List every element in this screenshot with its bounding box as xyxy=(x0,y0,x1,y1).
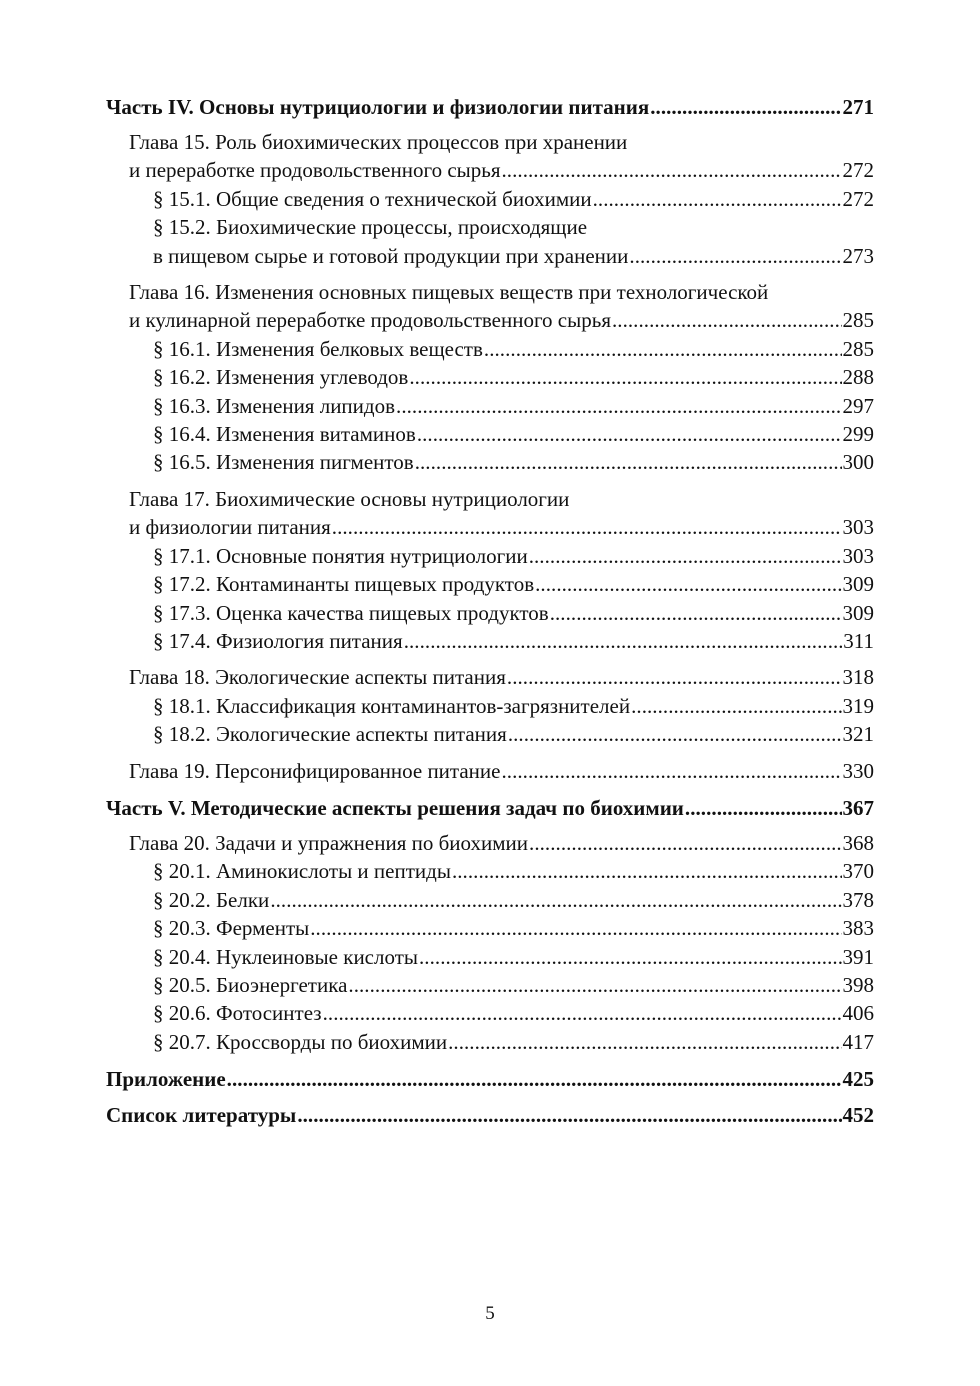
toc-appendix[interactable] xyxy=(106,1064,874,1094)
toc-title-line2: и переработке продовольственного сырья xyxy=(129,158,501,183)
dot-leader xyxy=(452,857,842,885)
toc-section-20-7[interactable] xyxy=(106,1028,874,1056)
toc-chapter-20[interactable] xyxy=(106,829,874,857)
toc-section-16-3[interactable] xyxy=(106,392,874,420)
toc-page: 321 xyxy=(842,722,874,747)
toc-section-20-4[interactable] xyxy=(106,943,874,971)
table-of-contents xyxy=(106,92,874,1130)
toc-title-line2: и кулинарной переработке продовольственного сырья xyxy=(129,308,611,333)
toc-section-20-5[interactable] xyxy=(106,971,874,999)
dot-leader xyxy=(685,793,842,823)
dot-leader xyxy=(501,757,841,785)
toc-chapter-17[interactable] xyxy=(106,485,874,542)
dot-leader xyxy=(409,363,841,391)
dot-leader xyxy=(297,1100,841,1130)
toc-page: 330 xyxy=(842,758,874,783)
toc-chapter-19[interactable] xyxy=(106,757,874,785)
dot-leader xyxy=(332,513,842,541)
toc-title: Часть V. Методические аспекты решения задач по биохимии xyxy=(106,795,684,820)
dot-leader xyxy=(631,692,841,720)
toc-section-16-1[interactable] xyxy=(106,335,874,363)
toc-page: 383 xyxy=(842,916,874,941)
toc-title: § 20.2. Белки xyxy=(153,887,270,912)
dot-leader xyxy=(270,886,841,914)
toc-title: § 16.1. Изменения белковых веществ xyxy=(153,336,483,361)
toc-title: § 20.4. Нуклеиновые кислоты xyxy=(153,944,418,969)
dot-leader xyxy=(396,392,841,420)
toc-page: 271 xyxy=(842,95,874,119)
toc-section-17-1[interactable] xyxy=(106,542,874,570)
dot-leader xyxy=(415,448,842,476)
dot-leader xyxy=(593,185,842,213)
toc-title-line2: и физиологии питания xyxy=(129,515,331,540)
dot-leader xyxy=(404,627,843,655)
dot-leader xyxy=(550,599,842,627)
toc-title: Приложение xyxy=(106,1067,226,1092)
toc-page: 299 xyxy=(842,422,874,447)
toc-section-18-1[interactable] xyxy=(106,692,874,720)
toc-title-line1: Глава 17. Биохимические основы нутрициологии xyxy=(129,486,570,511)
toc-title: § 16.2. Изменения углеводов xyxy=(153,365,409,390)
toc-page: 368 xyxy=(842,830,874,855)
toc-title: § 18.1. Классификация контаминантов-загрязнителей xyxy=(153,693,631,718)
toc-page: 272 xyxy=(842,186,874,211)
toc-page: 273 xyxy=(842,243,874,268)
toc-title-line1: Глава 15. Роль биохимических процессов при хранении xyxy=(129,130,628,154)
toc-references[interactable] xyxy=(106,1100,874,1130)
toc-chapter-18[interactable] xyxy=(106,663,874,691)
toc-section-20-1[interactable] xyxy=(106,857,874,885)
toc-page: 285 xyxy=(842,308,874,333)
toc-title: § 16.3. Изменения липидов xyxy=(153,393,396,418)
toc-section-15-2[interactable] xyxy=(106,213,874,270)
dot-leader xyxy=(419,943,842,971)
toc-title: § 20.1. Аминокислоты и пептиды xyxy=(153,859,451,884)
toc-page: 303 xyxy=(842,543,874,568)
toc-title: § 17.1. Основные понятия нутрициологии xyxy=(153,543,528,568)
toc-title: Часть IV. Основы нутрициологии и физиологии питания xyxy=(106,95,650,119)
toc-title: § 17.3. Оценка качества пищевых продуктов xyxy=(153,600,549,625)
dot-leader xyxy=(227,1064,842,1094)
toc-title: § 17.4. Физиология питания xyxy=(153,628,403,653)
toc-title: § 15.1. Общие сведения о технической биохимии xyxy=(153,186,592,211)
toc-title: Глава 18. Экологические аспекты питания xyxy=(129,665,506,690)
toc-page: 318 xyxy=(842,665,874,690)
toc-page: 311 xyxy=(843,628,874,653)
dot-leader xyxy=(629,242,841,270)
dot-leader xyxy=(507,663,842,691)
dot-leader xyxy=(417,420,842,448)
toc-title-line1: Глава 16. Изменения основных пищевых веществ при технологической xyxy=(129,280,769,305)
toc-page: 391 xyxy=(842,944,874,969)
toc-page: 370 xyxy=(842,859,874,884)
toc-page: 398 xyxy=(842,972,874,997)
toc-section-18-2[interactable] xyxy=(106,720,874,748)
toc-page: 309 xyxy=(842,600,874,625)
dot-leader xyxy=(529,542,842,570)
toc-page: 425 xyxy=(842,1067,874,1092)
toc-section-16-4[interactable] xyxy=(106,420,874,448)
toc-chapter-15[interactable] xyxy=(106,128,874,185)
toc-section-20-2[interactable] xyxy=(106,886,874,914)
toc-title-line1: § 15.2. Биохимические процессы, происходящие xyxy=(153,215,588,240)
toc-section-17-2[interactable] xyxy=(106,570,874,598)
toc-title: § 17.2. Контаминанты пищевых продуктов xyxy=(153,572,535,597)
dot-leader xyxy=(448,1028,841,1056)
toc-title: § 18.2. Экологические аспекты питания xyxy=(153,722,507,747)
dot-leader xyxy=(612,306,842,334)
toc-page: 378 xyxy=(842,887,874,912)
toc-page: 272 xyxy=(842,158,874,183)
toc-title: § 16.5. Изменения пигментов xyxy=(153,450,414,475)
toc-page: 300 xyxy=(842,450,874,475)
toc-page: 297 xyxy=(842,393,874,418)
toc-title: § 20.5. Биоэнергетика xyxy=(153,972,348,997)
toc-section-16-5[interactable] xyxy=(106,448,874,476)
toc-title: Список литературы xyxy=(106,1103,297,1128)
toc-section-20-3[interactable] xyxy=(106,914,874,942)
dot-leader xyxy=(502,156,842,184)
dot-leader xyxy=(348,971,841,999)
toc-section-17-4[interactable] xyxy=(106,627,874,655)
toc-page: 367 xyxy=(842,795,874,820)
page-number: 5 xyxy=(485,1303,495,1324)
toc-part-5[interactable] xyxy=(106,793,874,823)
dot-leader xyxy=(323,999,842,1027)
toc-page: 452 xyxy=(842,1103,874,1128)
toc-title: § 20.7. Кроссворды по биохимии xyxy=(153,1029,448,1054)
dot-leader xyxy=(535,570,841,598)
dot-leader xyxy=(650,92,841,122)
toc-section-17-3[interactable] xyxy=(106,599,874,627)
toc-page: 406 xyxy=(842,1001,874,1026)
dot-leader xyxy=(529,829,841,857)
dot-leader xyxy=(310,914,841,942)
toc-title: § 16.4. Изменения витаминов xyxy=(153,422,416,447)
dot-leader xyxy=(484,335,842,363)
toc-title: § 20.3. Ферменты xyxy=(153,916,310,941)
toc-part-4[interactable] xyxy=(106,92,874,122)
toc-section-15-1[interactable] xyxy=(106,185,874,213)
toc-section-20-6[interactable] xyxy=(106,999,874,1027)
toc-page: 285 xyxy=(842,336,874,361)
toc-title: § 20.6. Фотосинтез xyxy=(153,1001,322,1026)
toc-title: Глава 19. Персонифицированное питание xyxy=(129,758,501,783)
toc-page: 319 xyxy=(842,693,874,718)
toc-section-16-2[interactable] xyxy=(106,363,874,391)
toc-page: 309 xyxy=(842,572,874,597)
toc-page: 288 xyxy=(842,365,874,390)
toc-chapter-16[interactable] xyxy=(106,278,874,335)
toc-page: 303 xyxy=(842,515,874,540)
dot-leader xyxy=(508,720,842,748)
toc-page: 417 xyxy=(842,1029,874,1054)
toc-title-line2: в пищевом сырье и готовой продукции при хранении xyxy=(153,243,629,268)
toc-title: Глава 20. Задачи и упражнения по биохимии xyxy=(129,830,529,855)
